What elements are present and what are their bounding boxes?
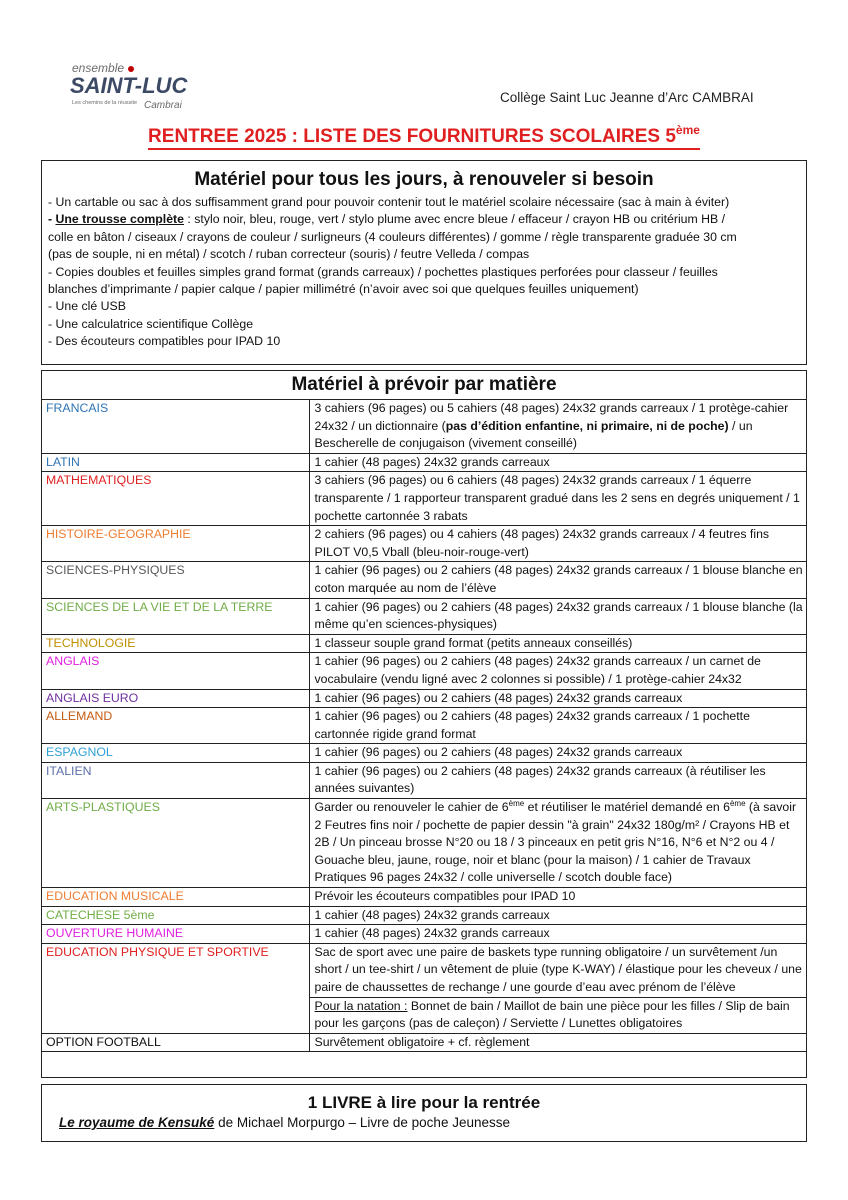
subject-supplies: 1 classeur souple grand format (petits anneaux conseillés) [309, 634, 806, 653]
page-title: RENTREE 2025 : LISTE DES FOURNITURES SCOLAIRES 5ème [0, 123, 848, 148]
reading-book: Le royaume de Kensuké de Michael Morpurgo – Livre de poche Jeunesse [59, 1115, 510, 1130]
subject-supplies: 1 cahier (96 pages) ou 2 cahiers (48 pages) 24x32 grands carreaux [309, 744, 806, 763]
subject-supplies: 1 cahier (96 pages) ou 2 cahiers (48 pages) 24x32 grands carreaux / 1 blouse blanche en coton marquée au nom de l’élève [309, 562, 806, 598]
table-row [42, 762, 806, 798]
subject-name: OPTION FOOTBALL [42, 1033, 309, 1052]
subject-supplies: 1 cahier (96 pages) ou 2 cahiers (48 pages) 24x32 grands carreaux (à réutiliser les années suivantes) [309, 762, 806, 798]
table-row [42, 943, 806, 1033]
svg-text:Les chemins de la réussite: Les chemins de la réussite [72, 100, 138, 106]
table-row [42, 472, 806, 526]
subject-supplies: 1 cahier (48 pages) 24x32 grands carreaux [309, 925, 806, 944]
subject-supplies-section [41, 370, 807, 1078]
table-row [42, 708, 806, 744]
svg-text:ensemble: ensemble [72, 61, 125, 75]
table-row [42, 689, 806, 708]
subject-supplies: Garder ou renouveler le cahier de 6ème et réutiliser le matériel demandé en 6ème (à savoir 2 Feutres fins noir / pochette de papier dessin "à grain" 24x32 180g/m² / Crayons HB et 2B / Un pinceau brosse N°20 ou 18 / 3 pinceaux en petit gris N°16, N°6 et N°2 ou 4 / Gouache bleu, jaune, rouge, noir et blanc (pour la maison) / 1 cahier de Travaux Pratiques 96 pages 24x32 / colle universelle / scotch double face) [309, 799, 806, 888]
daily-line: (pas de souple, ni en métal) / scotch / ruban correcteur (souris) / feutre Velleda / compas [48, 247, 530, 262]
daily-line: - Une trousse complète : stylo noir, bleu, rouge, vert / stylo plume avec encre bleue / effaceur / crayon HB ou critérium HB / [48, 212, 726, 227]
reading-title: 1 LIVRE à lire pour la rentrée [307, 1093, 541, 1112]
subject-name: OUVERTURE HUMAINE [42, 925, 309, 944]
subject-supplies: 1 cahier (48 pages) 24x32 grands carreaux [309, 453, 806, 472]
reading-section [41, 1084, 807, 1142]
subject-name: HISTOIRE-GEOGRAPHIE [42, 526, 309, 562]
subject-name: TECHNOLOGIE [42, 634, 309, 653]
table-row [42, 562, 806, 598]
table-row [42, 653, 806, 689]
daily-line: - Un cartable ou sac à dos suffisamment grand pour pouvoir contenir tout le matériel scolaire nécessaire (sac à main à éviter) [48, 195, 730, 209]
subject-name: ALLEMAND [42, 708, 309, 744]
subject-supplies: 1 cahier (48 pages) 24x32 grands carreaux [309, 906, 806, 925]
table-row [42, 400, 806, 453]
table-row [42, 906, 806, 925]
subject-name: LATIN [42, 453, 309, 472]
daily-line: blanches d’imprimante / papier calque / papier millimétré (n’avoir avec soi que quelques feuilles uniquement) [48, 282, 639, 297]
subject-supplies-title: Matériel à prévoir par matière [42, 371, 806, 400]
subject-supplies: 3 cahiers (96 pages) ou 5 cahiers (48 pages) 24x32 grands carreaux / 1 protège-cahier 24x32 / un dictionnaire (pas d’édition enfantine, ni primaire, ni de poche) / un Bescherelle de conjugaison (vivement conseillé) [309, 400, 806, 453]
subject-name: CATECHESE 5ème [42, 906, 309, 925]
table-row [42, 526, 806, 562]
subject-table [42, 400, 806, 1052]
table-row [42, 799, 806, 888]
table-row [42, 453, 806, 472]
subject-supplies: 2 cahiers (96 pages) ou 4 cahiers (48 pages) 24x32 grands carreaux / 4 feutres fins PILOT V0,5 Vball (bleu-noir-rouge-vert) [309, 526, 806, 562]
svg-text:Cambrai: Cambrai [144, 100, 182, 111]
table-row [42, 634, 806, 653]
table-row [42, 888, 806, 907]
subject-name: ARTS-PLASTIQUES [42, 799, 309, 888]
subject-name: EDUCATION PHYSIQUE ET SPORTIVE [42, 943, 309, 1033]
subject-supplies: 1 cahier (96 pages) ou 2 cahiers (48 pages) 24x32 grands carreaux / un carnet de vocabulaire (vendu ligné avec 2 colonnes si possible) / 1 protège-cahier 24x32 [309, 653, 806, 689]
daily-supplies-section [41, 160, 807, 365]
subject-name: SCIENCES-PHYSIQUES [42, 562, 309, 598]
svg-text:SAINT-LUC: SAINT-LUC [70, 73, 188, 98]
daily-line: colle en bâton / ciseaux / crayons de couleur / surligneurs (4 couleurs différentes) / gomme / règle transparente graduée 30 cm [48, 229, 737, 244]
subject-supplies: 1 cahier (96 pages) ou 2 cahiers (48 pages) 24x32 grands carreaux / 1 pochette cartonnée rigide grand format [309, 708, 806, 744]
subject-name: ESPAGNOL [42, 744, 309, 763]
daily-line: - Copies doubles et feuilles simples grand format (grands carreaux) / pochettes plastiques perforées pour classeur / feuilles [48, 264, 718, 279]
table-row [42, 598, 806, 634]
subject-name: FRANCAIS [42, 400, 309, 453]
subject-name: ANGLAIS [42, 653, 309, 689]
subject-supplies: Prévoir les écouteurs compatibles pour IPAD 10 [309, 888, 806, 907]
subject-name: EDUCATION MUSICALE [42, 888, 309, 907]
college-name: Collège Saint Luc Jeanne d’Arc CAMBRAI [500, 90, 754, 105]
table-row [42, 1033, 806, 1052]
table-row [42, 925, 806, 944]
subject-name: ITALIEN [42, 762, 309, 798]
table-row [42, 744, 806, 763]
subject-name: ANGLAIS EURO [42, 689, 309, 708]
daily-line: - Une clé USB [48, 299, 126, 314]
subject-supplies: 3 cahiers (96 pages) ou 6 cahiers (48 pages) 24x32 grands carreaux / 1 équerre transparente / 1 rapporteur transparent gradué dans les 2 sens en degrés uniquement / 1 pochette cartonnée 3 rabats [309, 472, 806, 526]
subject-supplies: Survêtement obligatoire + cf. règlement [309, 1033, 806, 1052]
daily-supplies-title: Matériel pour tous les jours, à renouveler si besoin [194, 169, 654, 190]
subject-name: MATHEMATIQUES [42, 472, 309, 526]
school-logo [64, 55, 189, 117]
subject-supplies: 1 cahier (96 pages) ou 2 cahiers (48 pages) 24x32 grands carreaux / 1 blouse blanche (la même qu’en sciences-physiques) [309, 598, 806, 634]
daily-line: - Une calculatrice scientifique Collège [48, 316, 254, 331]
subject-supplies: Sac de sport avec une paire de baskets type running obligatoire / un survêtement /un short / un tee-shirt / un vêtement de pluie (type K-WAY) / élastique pour les cheveux / une paire de chaussettes de rechange / une gourde d’eau avec prénom de l’élève Pour la natation : Bonnet de bain / Maillot de bain une pièce pour les filles / Slip de bain pour les garçons (pas de caleçon) / Serviette / Lunettes obligatoires [309, 943, 806, 1033]
daily-line: - Des écouteurs compatibles pour IPAD 10 [48, 334, 281, 349]
subject-name: SCIENCES DE LA VIE ET DE LA TERRE [42, 598, 309, 634]
subject-supplies: 1 cahier (96 pages) ou 2 cahiers (48 pages) 24x32 grands carreaux [309, 689, 806, 708]
